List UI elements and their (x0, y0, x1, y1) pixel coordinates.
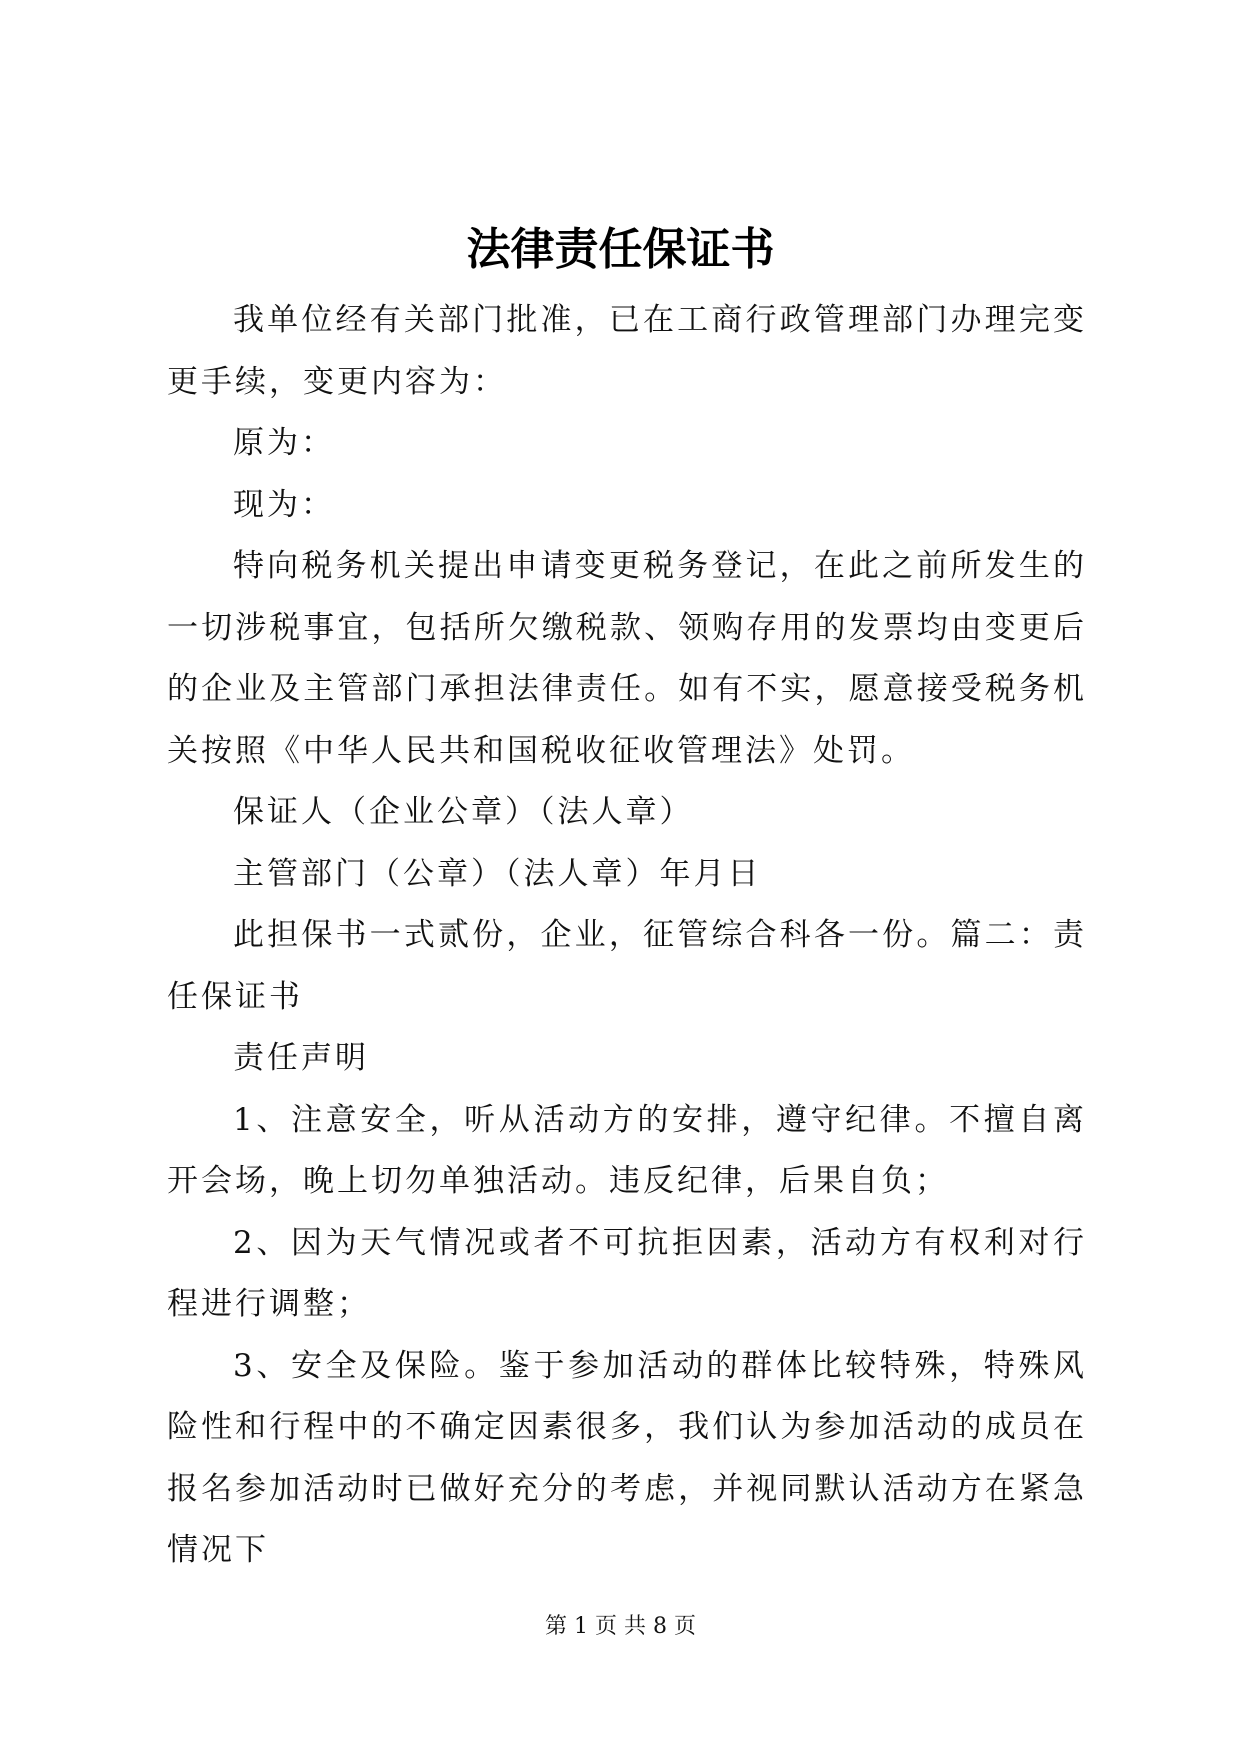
paragraph-guarantor: 保证人（企业公章）（法人章） (233, 794, 694, 830)
paragraph-item-1: 1、注意安全，听从活动方的安排，遵守纪律。不擅自离开会场，晚上切勿单独活动。违反纪律，后果自负； (167, 1101, 1087, 1199)
paragraph-current: 现为： (233, 486, 335, 523)
paragraph-copies: 此担保书一式贰份，企业，征管综合科各一份。篇二：责任保证书 (167, 917, 1087, 1015)
paragraph-original: 原为： (233, 425, 335, 461)
paragraph-change-notice: 我单位经有关部门批准，已在工商行政管理部门办理完变更手续，变更内容为： (167, 302, 1087, 400)
paragraph-tax-application: 特向税务机关提出申请变更税务登记，在此之前所发生的一切涉税事宜，包括所欠缴税款、领购存用的发票均由变更后的企业及主管部门承担法律责任。如有不实，愿意接受税务机关按照《中华人民共和国税收征收管理法》处罚。 (167, 548, 1087, 769)
paragraph-item-3: 3、安全及保险。鉴于参加活动的群体比较特殊，特殊风险性和行程中的不确定因素很多，我们认为参加活动的成员在报名参加活动时已做好充分的考虑，并视同默认活动方在紧急情况下 (167, 1347, 1087, 1568)
document-title: 法律责任保证书 (466, 224, 775, 275)
page-footer: 第 1 页 共 8 页 (545, 1614, 696, 1639)
paragraph-item-2: 2、因为天气情况或者不可抗拒因素，活动方有权利对行程进行调整； (167, 1224, 1087, 1322)
paragraph-department: 主管部门（公章）（法人章）年月日 (233, 855, 762, 892)
paragraph-statement-heading: 责任声明 (233, 1040, 369, 1076)
document-body (167, 290, 1087, 1582)
